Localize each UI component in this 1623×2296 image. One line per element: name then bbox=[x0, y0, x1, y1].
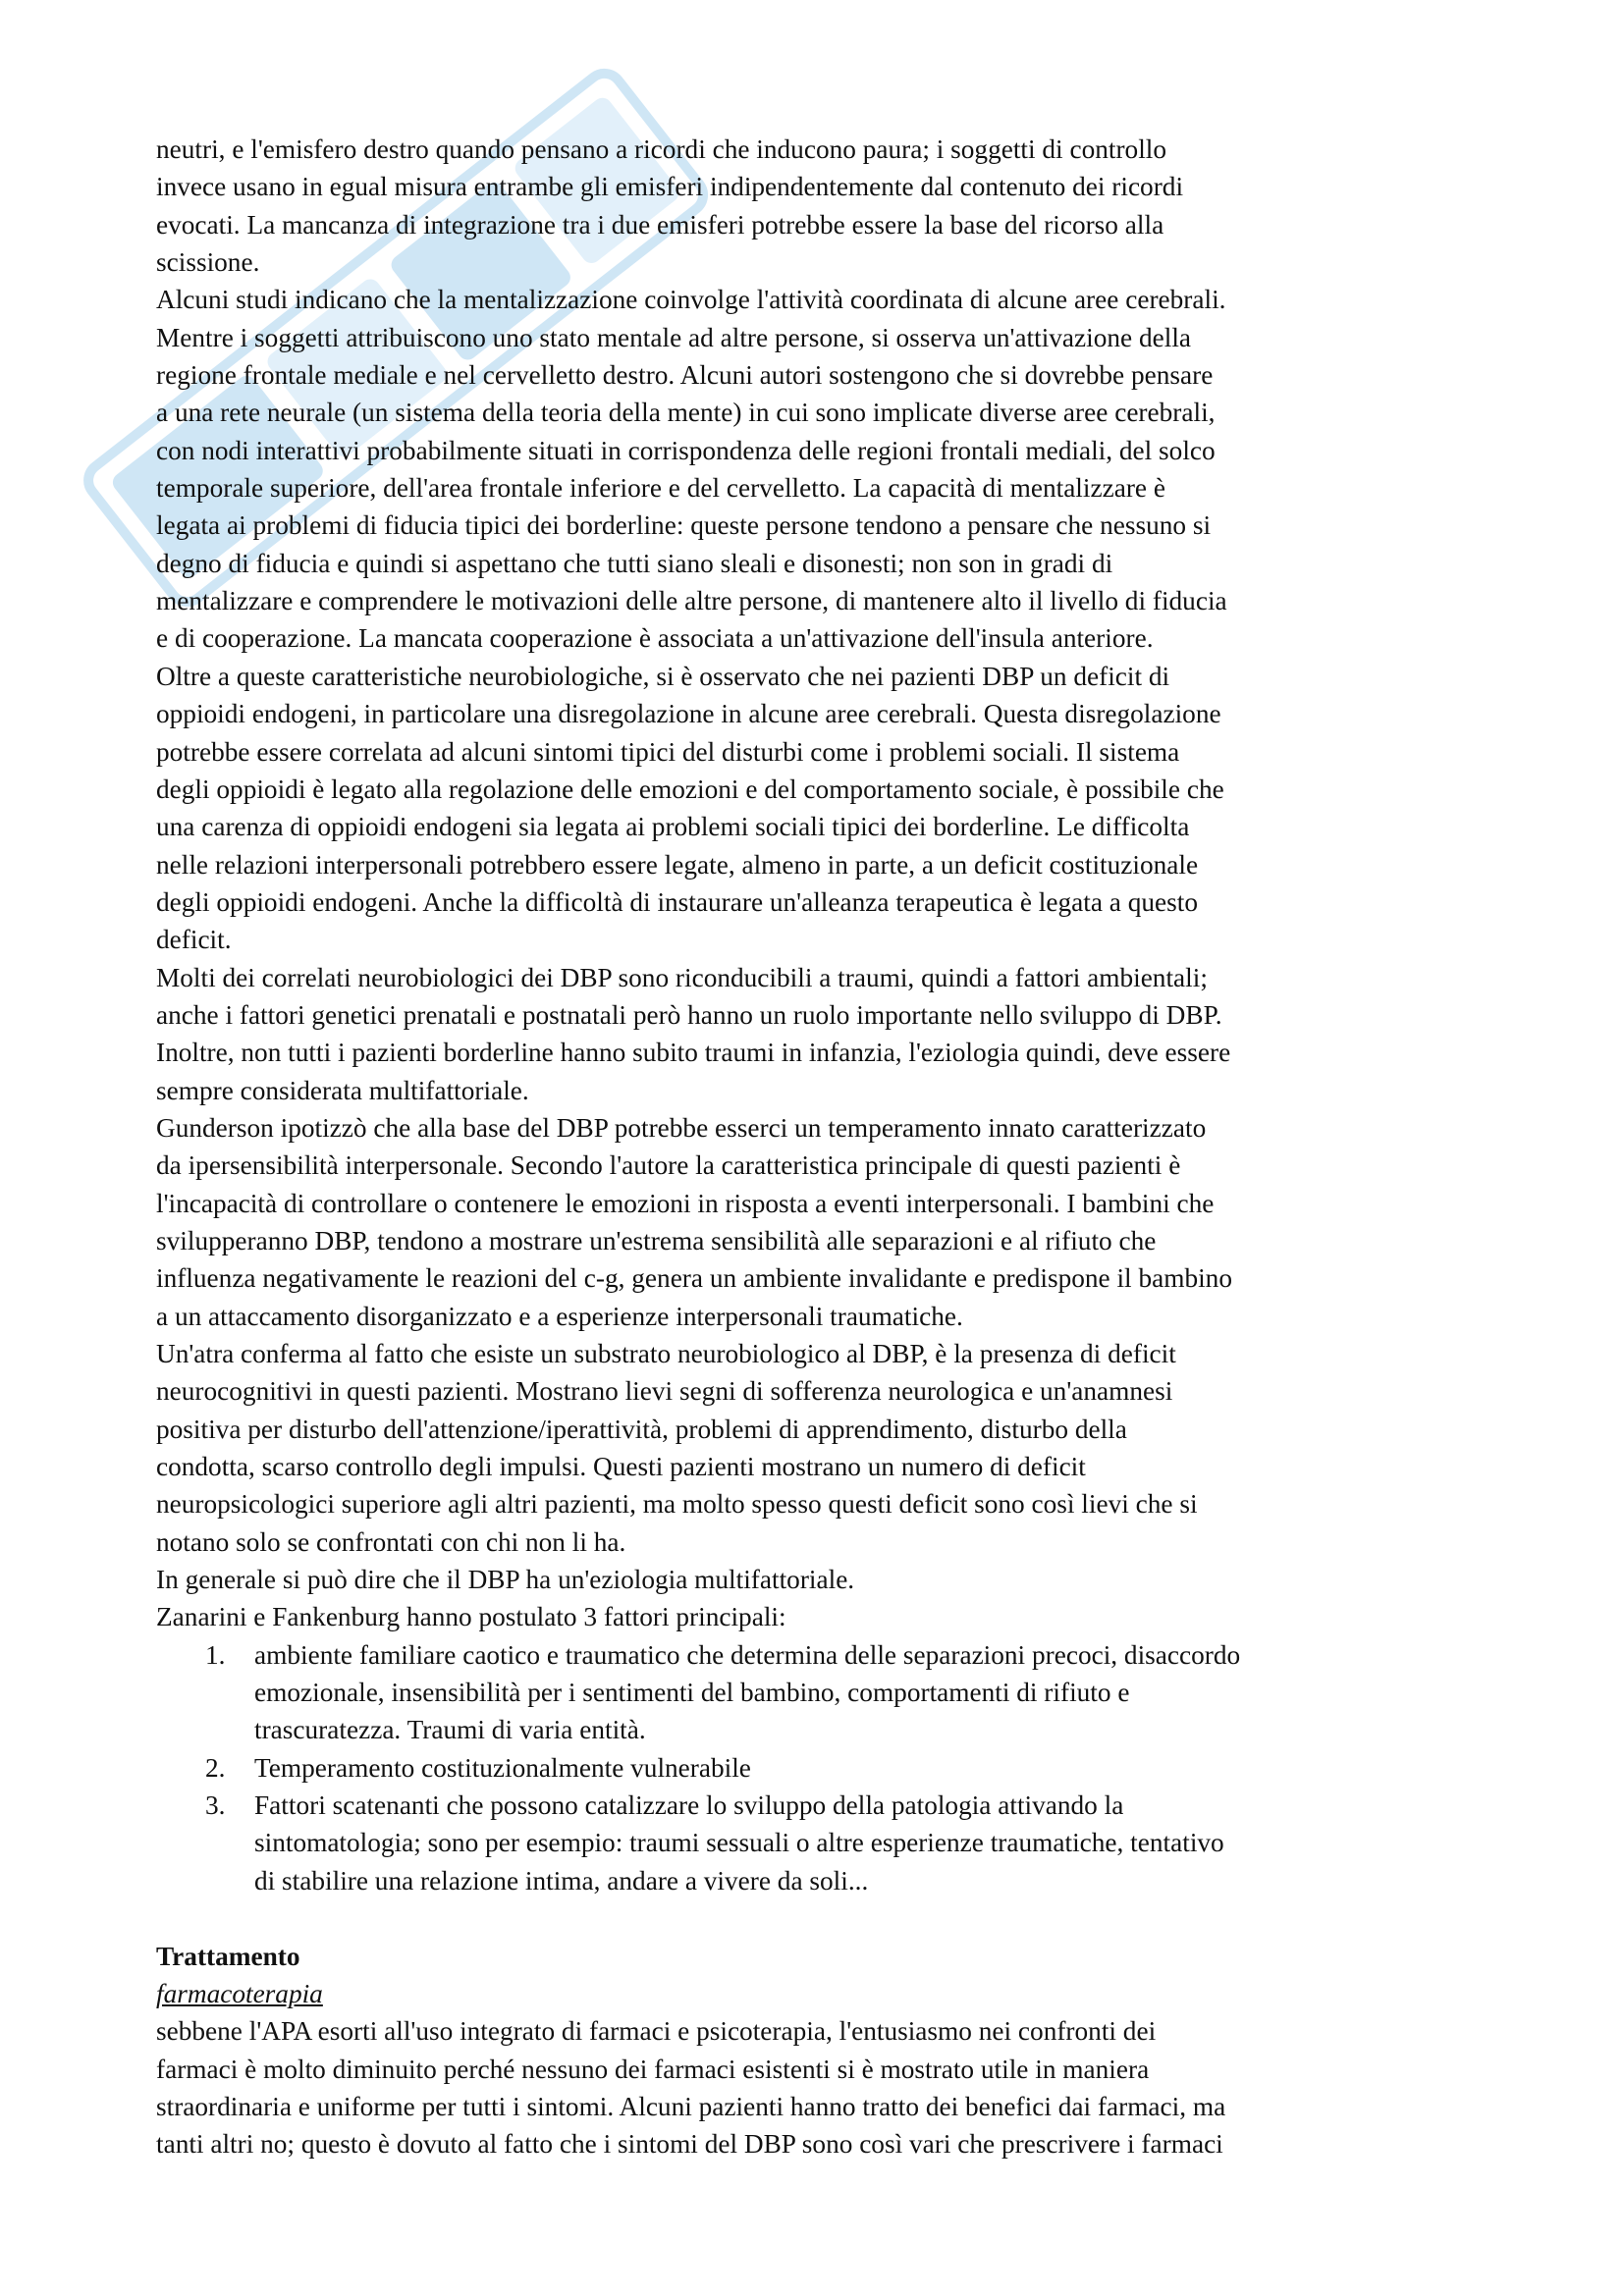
text-line: Un'atra conferma al fatto che esiste un substrato neurobiologico al DBP, è la presenza di deficit bbox=[156, 1339, 1176, 1368]
blank-line bbox=[156, 1899, 1477, 1937]
list-item bbox=[156, 1636, 1477, 1749]
text-line: con nodi interattivi probabilmente situati in corrispondenza delle regioni frontali mediali, del solco bbox=[156, 435, 1216, 465]
list-number: 3. bbox=[205, 1790, 226, 1821]
paragraph-9 bbox=[156, 2012, 1477, 2163]
text-line: svilupperanno DBP, tendono a mostrare un'estrema sensibilità alle separazioni e al rifiuto che bbox=[156, 1225, 1157, 1255]
paragraph-6 bbox=[156, 1335, 1477, 1561]
text-line: legata ai problemi di fiducia tipici dei borderline: queste persone tendono a pensare che nessuno si bbox=[156, 510, 1212, 541]
text-line: neutri, e l'emisfero destro quando pensano a ricordi che inducono paura; i soggetti di controllo bbox=[156, 134, 1167, 164]
text-line: condotta, scarso controllo degli impulsi. Questi pazienti mostrano un numero di deficit bbox=[156, 1452, 1086, 1482]
paragraph-3 bbox=[156, 658, 1477, 959]
text-line: Mentre i soggetti attribuiscono uno stato mentale ad altre persone, si osserva un'attivazione della bbox=[156, 322, 1192, 352]
paragraph-5 bbox=[156, 1109, 1477, 1335]
text-line: In generale si può dire che il DBP ha un'eziologia multifattoriale. bbox=[156, 1565, 855, 1595]
text-line: da ipersensibilità interpersonale. Secondo l'autore la caratteristica principale di questi pazienti è bbox=[156, 1150, 1181, 1181]
text-line: degli oppioidi endogeni. Anche la difficoltà di instaurare un'alleanza terapeutica è legata a questo bbox=[156, 886, 1198, 917]
text-line: evocati. La mancanza di integrazione tra i due emisferi potrebbe essere la base del ricorso alla bbox=[156, 209, 1164, 240]
text-line: Oltre a queste caratteristiche neurobiologiche, si è osservato che nei pazienti DBP un deficit di bbox=[156, 661, 1170, 691]
paragraph-8 bbox=[156, 1598, 1477, 1635]
text-line: neurocognitivi in questi pazienti. Mostrano lievi segni di sofferenza neurologica e un'anamnesi bbox=[156, 1376, 1173, 1407]
text-line: Temperamento costituzionalmente vulnerabile bbox=[254, 1752, 751, 1783]
paragraph-4 bbox=[156, 959, 1477, 1109]
list-item-body bbox=[254, 1636, 1477, 1749]
text-line: farmaci è molto diminuito perché nessuno dei farmaci esistenti si è mostrato utile in maniera bbox=[156, 2054, 1150, 2084]
text-line: una carenza di oppioidi endogeni sia legata ai problemi sociali tipici dei borderline. Le difficolta bbox=[156, 812, 1190, 842]
paragraph-2 bbox=[156, 281, 1477, 657]
text-line: Gunderson ipotizzò che alla base del DBP potrebbe esserci un temperamento innato caratterizzato bbox=[156, 1112, 1207, 1143]
section-heading: Trattamento bbox=[156, 1941, 300, 1971]
text-line: sintomatologia; sono per esempio: traumi sessuali o altre esperienze traumatiche, tentativo bbox=[254, 1828, 1224, 1858]
text-line: emozionale, insensibilità per i sentimenti del bambino, comportamenti di rifiuto e bbox=[254, 1678, 1130, 1708]
text-line: nelle relazioni interpersonali potrebbero essere legate, almeno in parte, a un deficit costituzionale bbox=[156, 849, 1199, 880]
text-line: oppioidi endogeni, in particolare una disregolazione in alcune aree cerebrali. Questa disregolazione bbox=[156, 699, 1221, 729]
list-item bbox=[156, 1787, 1477, 1899]
text-line: Fattori scatenanti che possono catalizzare lo sviluppo della patologia attivando la bbox=[254, 1790, 1124, 1821]
text-line: scissione. bbox=[156, 247, 260, 278]
text-line: a un attaccamento disorganizzato e a esperienze interpersonali traumatiche. bbox=[156, 1301, 963, 1331]
text-line: sempre considerata multifattoriale. bbox=[156, 1075, 529, 1105]
paragraph-1 bbox=[156, 131, 1477, 281]
list-item bbox=[156, 1749, 1477, 1787]
text-line: influenza negativamente le reazioni del c-g, genera un ambiente invalidante e predispone il bambino bbox=[156, 1263, 1232, 1294]
text-line: deficit. bbox=[156, 925, 232, 955]
document-page bbox=[156, 131, 1477, 2163]
text-line: potrebbe essere correlata ad alcuni sintomi tipici del disturbi come i problemi sociali. Il sistema bbox=[156, 736, 1180, 767]
subsection-heading: farmacoterapia bbox=[156, 1978, 323, 2008]
text-line: mentalizzare e comprendere le motivazioni delle altre persone, di mantenere alto il livello di fiducia bbox=[156, 586, 1227, 616]
list-item-body bbox=[254, 1787, 1477, 1899]
list-number: 2. bbox=[205, 1752, 226, 1783]
text-line: sebbene l'APA esorti all'uso integrato di farmaci e psicoterapia, l'entusiasmo nei confronti dei bbox=[156, 2016, 1157, 2047]
text-line: a una rete neurale (un sistema della teoria della mente) in cui sono implicate diverse aree cerebrali, bbox=[156, 398, 1216, 428]
text-line: temporale superiore, dell'area frontale inferiore e del cervelletto. La capacità di mentalizzare è bbox=[156, 473, 1165, 504]
text-line: Zanarini e Fankenburg hanno postulato 3 fattori principali: bbox=[156, 1602, 786, 1632]
text-line: invece usano in egual misura entrambe gli emisferi indipendentemente dal contenuto dei ricordi bbox=[156, 172, 1184, 202]
list-number: 1. bbox=[205, 1639, 226, 1670]
text-line: di stabilire una relazione intima, andare a vivere da soli... bbox=[254, 1865, 869, 1896]
text-line: Alcuni studi indicano che la mentalizzazione coinvolge l'attività coordinata di alcune aree cerebrali. bbox=[156, 285, 1226, 315]
list-item-body bbox=[254, 1749, 1477, 1787]
text-line: tanti altri no; questo è dovuto al fatto che i sintomi del DBP sono così vari che prescrivere i farmaci bbox=[156, 2129, 1223, 2160]
text-line: notano solo se confrontati con chi non li ha. bbox=[156, 1526, 626, 1557]
text-line: positiva per disturbo dell'attenzione/iperattività, problemi di apprendimento, disturbo della bbox=[156, 1414, 1127, 1444]
text-line: neuropsicologici superiore agli altri pazienti, ma molto spesso questi deficit sono così lievi che si bbox=[156, 1489, 1198, 1520]
text-line: ambiente familiare caotico e traumatico che determina delle separazioni precoci, disaccordo bbox=[254, 1639, 1241, 1670]
text-line: degno di fiducia e quindi si aspettano che tutti siano sleali e disonesti; non son in gradi di bbox=[156, 548, 1113, 578]
text-line: Inoltre, non tutti i pazienti borderline hanno subito traumi in infanzia, l'eziologia quindi, deve essere bbox=[156, 1038, 1231, 1068]
paragraph-7 bbox=[156, 1561, 1477, 1598]
text-line: l'incapacità di controllare o contenere le emozioni in risposta a eventi interpersonali. I bambini che bbox=[156, 1188, 1215, 1218]
factors-list bbox=[156, 1636, 1477, 1899]
text-line: straordinaria e uniforme per tutti i sintomi. Alcuni pazienti hanno tratto dei benefici dai farmaci, ma bbox=[156, 2091, 1226, 2121]
text-line: anche i fattori genetici prenatali e postnatali però hanno un ruolo importante nello sviluppo di DBP. bbox=[156, 999, 1222, 1030]
text-line: e di cooperazione. La mancata cooperazione è associata a un'attivazione dell'insula anteriore. bbox=[156, 623, 1154, 654]
text-line: regione frontale mediale e nel cervelletto destro. Alcuni autori sostengono che si dovrebbe pensare bbox=[156, 360, 1214, 391]
text-line: degli oppioidi è legato alla regolazione delle emozioni e del comportamento sociale, è possibile che bbox=[156, 774, 1224, 804]
text-line: trascuratezza. Traumi di varia entità. bbox=[254, 1715, 646, 1745]
text-line: Molti dei correlati neurobiologici dei DBP sono riconducibili a traumi, quindi a fattori ambientali; bbox=[156, 962, 1208, 992]
